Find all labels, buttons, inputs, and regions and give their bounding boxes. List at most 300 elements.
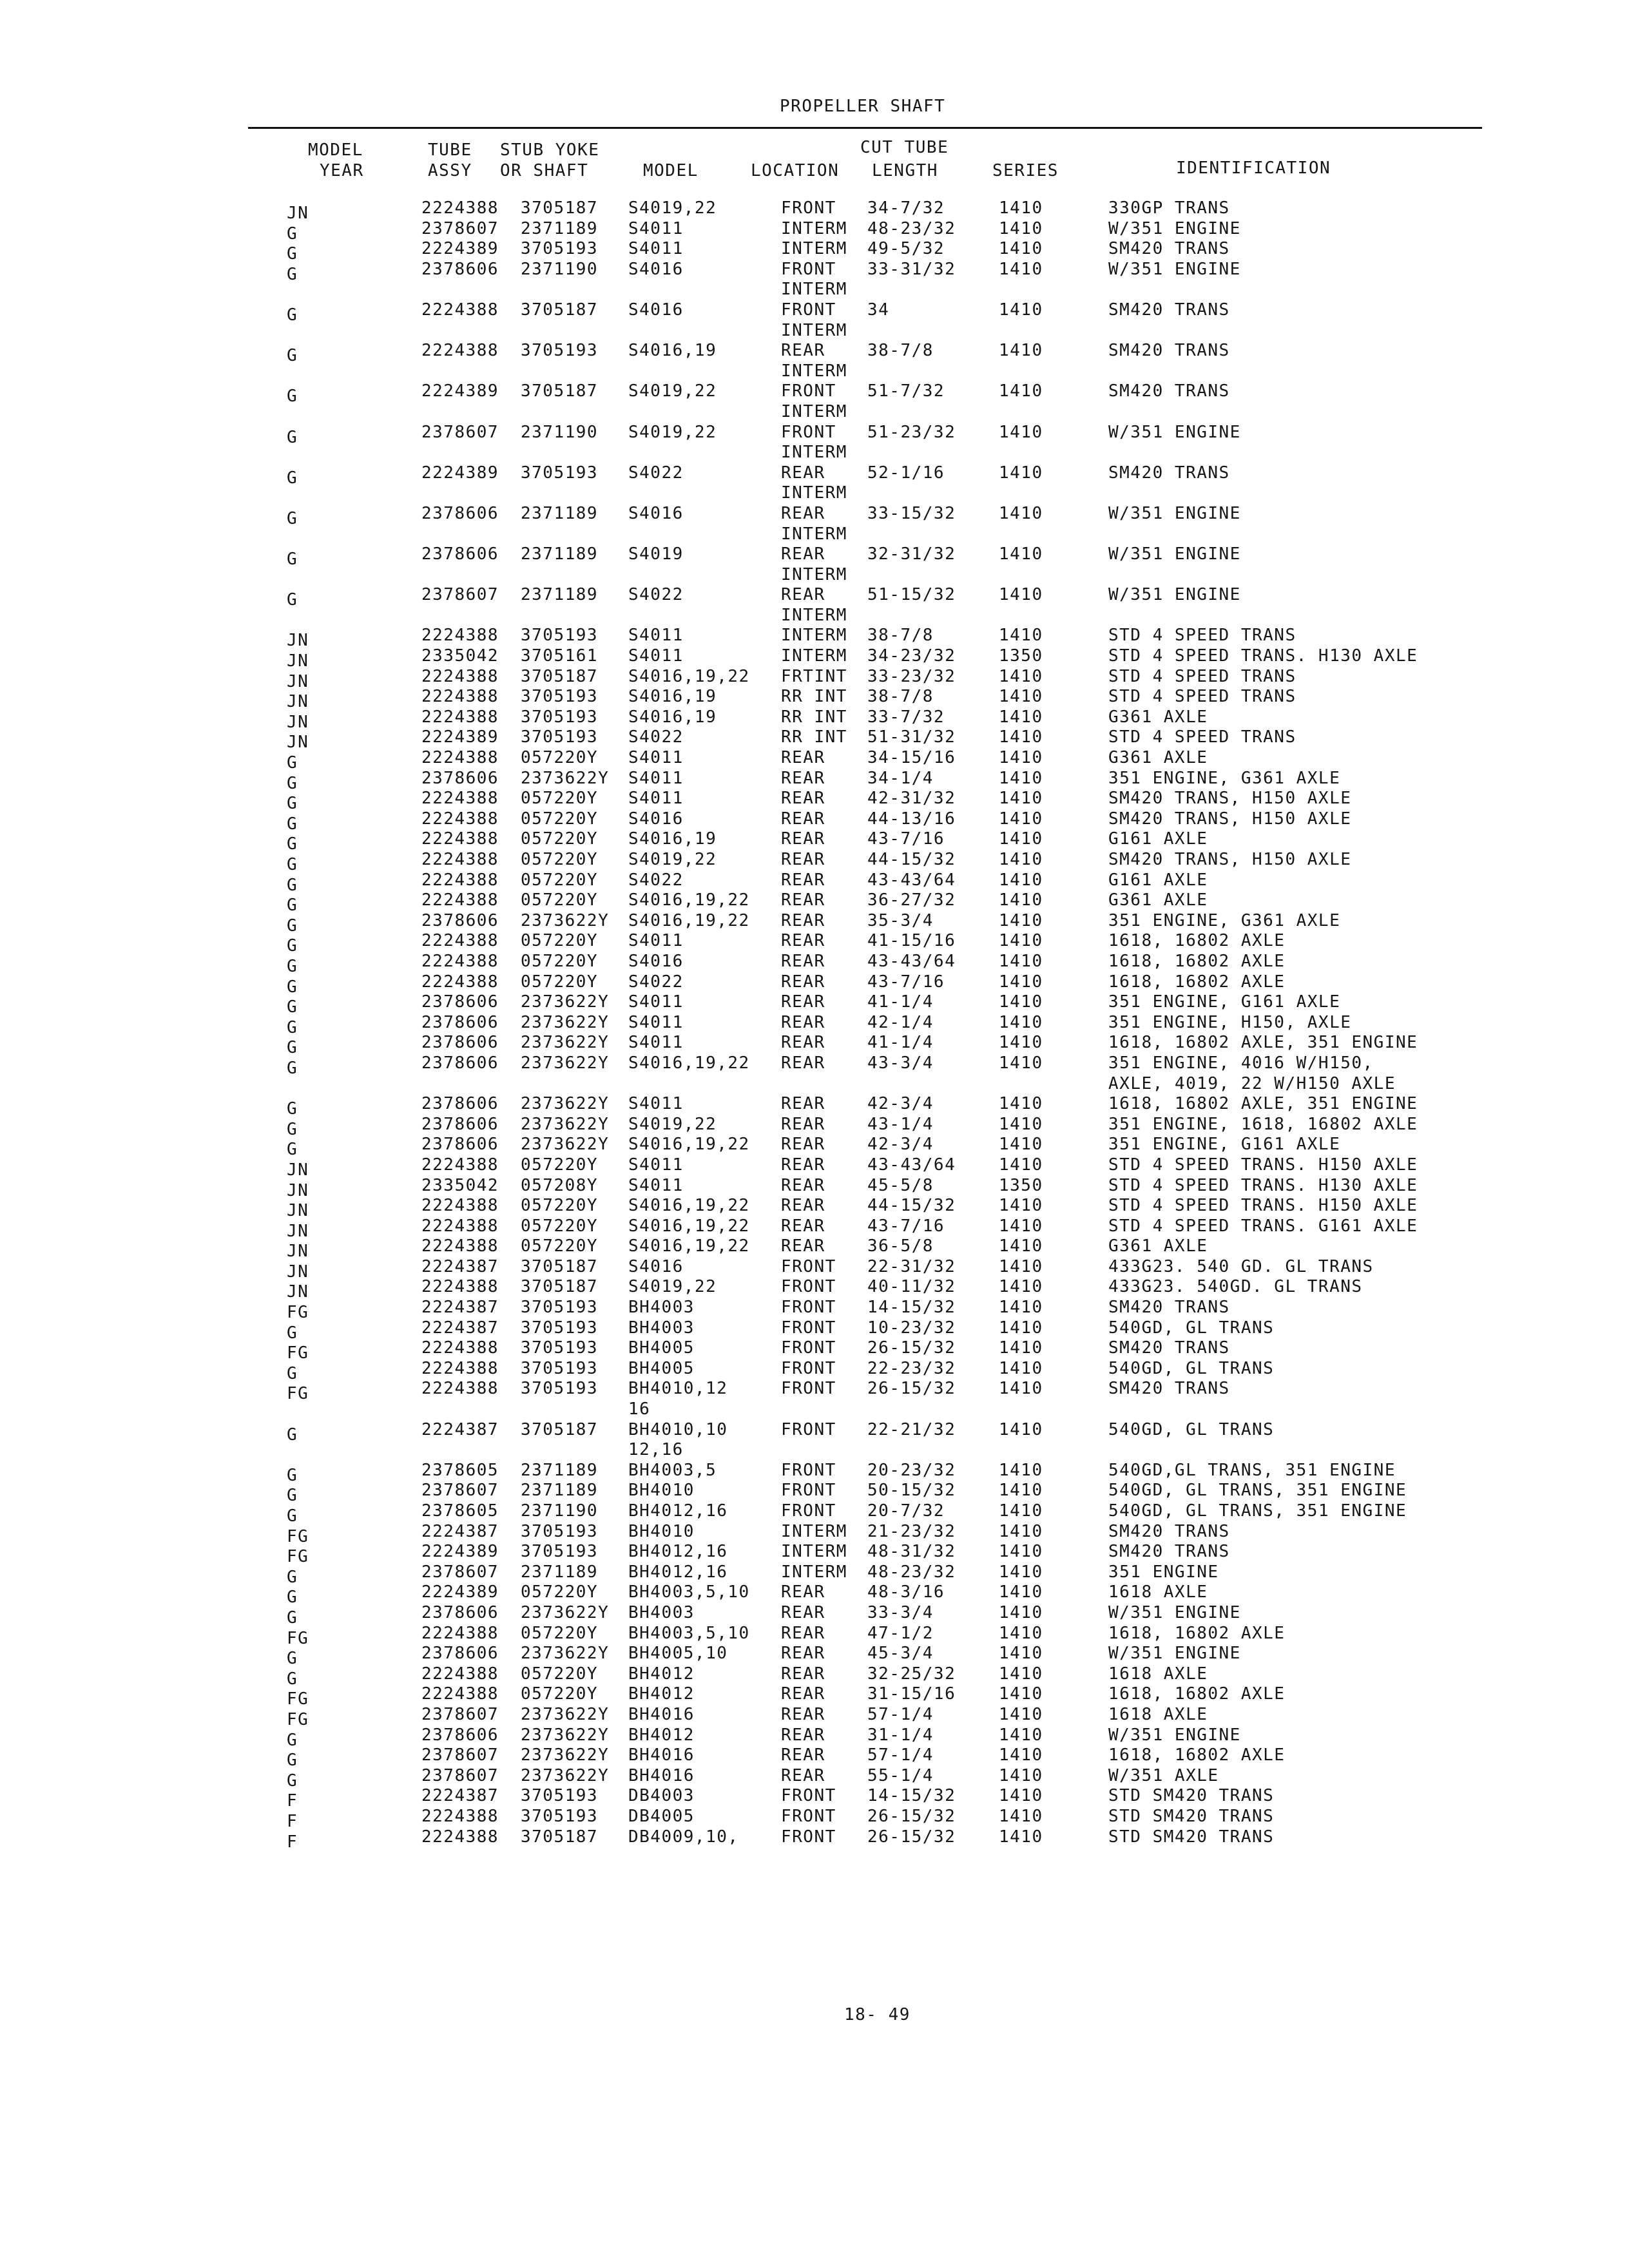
- cell-identification: 1618, 16802 AXLE: [1108, 1745, 1286, 1765]
- cell-series: 1410: [999, 931, 1043, 951]
- cell-identification: STD 4 SPEED TRANS: [1108, 687, 1296, 707]
- cell-tube-assy: 2224387: [421, 1786, 499, 1806]
- table-row: [0, 1338, 1629, 1363]
- table-row: [0, 687, 1629, 712]
- header-identification: IDENTIFICATION: [1176, 159, 1331, 178]
- cell-cut-length: 43-43/64: [867, 1155, 956, 1175]
- table-row: [0, 1684, 1629, 1709]
- table-row: [0, 463, 1629, 488]
- cell-tube-assy: 2224388: [421, 687, 499, 707]
- cell-model-year: G: [287, 855, 298, 874]
- cell-stub-yoke: 057220Y: [521, 1216, 599, 1236]
- cell-series: 1410: [999, 300, 1043, 320]
- cell-model-year: G: [287, 956, 298, 976]
- cell-identification: 1618, 16802 AXLE, 351 ENGINE: [1108, 1033, 1418, 1053]
- cell-location: FRONT: [781, 300, 836, 320]
- cell-stub-yoke: 057220Y: [521, 748, 599, 768]
- cell-identification: W/351 ENGINE: [1108, 422, 1241, 442]
- cell-model-year: G: [287, 1751, 298, 1771]
- table-row: [0, 1582, 1629, 1608]
- table-row: [0, 748, 1629, 773]
- cell-cut-length: 32-25/32: [867, 1664, 956, 1684]
- cell-model: S4016,19: [628, 829, 717, 849]
- cell-tube-assy: 2224387: [421, 1298, 499, 1318]
- cell-model: S4011: [628, 1175, 684, 1195]
- cell-identification: SM420 TRANS, H150 AXLE: [1108, 809, 1352, 829]
- cell-cut-length: 33-7/32: [867, 707, 945, 727]
- cell-series: 1410: [999, 218, 1043, 238]
- cell-stub-yoke: 2373622Y: [521, 1094, 610, 1114]
- cell-tube-assy: 2378606: [421, 910, 499, 930]
- page-number: 18- 49: [844, 2005, 911, 2024]
- cell-model: BH4010,10: [628, 1419, 728, 1439]
- cell-identification: SM420 TRANS: [1108, 300, 1230, 320]
- cell-identification: 1618, 16802 AXLE: [1108, 972, 1286, 992]
- cell-series: 1410: [999, 544, 1043, 564]
- cell-tube-assy: 2378606: [421, 1094, 499, 1114]
- table-row: [0, 809, 1629, 834]
- cell-model: BH4010,12: [628, 1379, 728, 1399]
- cell-stub-yoke: 2373622Y: [521, 1704, 610, 1724]
- cell-model: BH4005: [628, 1338, 695, 1358]
- cell-model: S4016,19,22: [628, 666, 750, 686]
- cell-cut-length: 41-1/4: [867, 992, 934, 1012]
- cell-location: REAR: [781, 972, 825, 992]
- table-row: [0, 1358, 1629, 1383]
- cell-tube-assy: 2335042: [421, 646, 499, 666]
- cell-series: 1410: [999, 503, 1043, 523]
- cell-series: 1410: [999, 1298, 1043, 1318]
- cell-series: 1410: [999, 789, 1043, 809]
- cell-cut-length: 33-3/4: [867, 1602, 934, 1622]
- cell-model-year: G: [287, 550, 298, 570]
- cell-location: FRONT: [781, 1318, 836, 1338]
- cell-series: 1350: [999, 1175, 1043, 1195]
- cell-stub-yoke: 057220Y: [521, 829, 599, 849]
- cell-identification: 540GD, GL TRANS: [1108, 1419, 1275, 1439]
- cell-tube-assy: 2378605: [421, 1460, 499, 1480]
- cell-model-year: G: [287, 997, 298, 1017]
- table-row: [0, 1745, 1629, 1771]
- cell-location: INTERM: [781, 1542, 847, 1562]
- cell-model: S4019,22: [628, 422, 717, 442]
- header-model: MODEL: [643, 161, 699, 180]
- cell-stub-yoke: 057220Y: [521, 809, 599, 829]
- cell-cut-length: 38-7/8: [867, 687, 934, 707]
- cell-series: 1410: [999, 1562, 1043, 1582]
- cell-location: FRONT: [781, 1827, 836, 1847]
- cell-model-year: G: [287, 427, 298, 447]
- cell-series: 1410: [999, 951, 1043, 971]
- cell-tube-assy: 2378607: [421, 1765, 499, 1785]
- cell-model: BH4012: [628, 1684, 695, 1704]
- table-row: [0, 1786, 1629, 1811]
- cell-location: REAR: [781, 850, 825, 869]
- cell-model-year: FG: [287, 1303, 309, 1323]
- cell-identification: 1618 AXLE: [1108, 1704, 1208, 1724]
- cell-model: BH4012,16: [628, 1501, 728, 1521]
- cell-stub-yoke: 3705193: [521, 1786, 599, 1806]
- cell-location: FRONT: [781, 1277, 836, 1297]
- table-row: [0, 1216, 1629, 1241]
- cell-identification: 1618, 16802 AXLE, 351 ENGINE: [1108, 1094, 1418, 1114]
- cell-model: BH4003: [628, 1298, 695, 1318]
- cell-identification: SM420 TRANS: [1108, 1542, 1230, 1562]
- cell-stub-yoke: 057220Y: [521, 1684, 599, 1704]
- cell-cut-length: 14-15/32: [867, 1298, 956, 1318]
- cell-model-year: G: [287, 916, 298, 936]
- cell-identification: SM420 TRANS: [1108, 1521, 1230, 1541]
- cell-cut-length: 26-15/32: [867, 1338, 956, 1358]
- cell-stub-yoke: 2373622Y: [521, 992, 610, 1012]
- cell-model: S4016: [628, 300, 684, 320]
- cell-stub-yoke: 3705193: [521, 626, 599, 646]
- cell-cut-length: 38-7/8: [867, 626, 934, 646]
- cell-location: REAR: [781, 768, 825, 788]
- cell-location: REAR: [781, 951, 825, 971]
- cell-model-year: G: [287, 468, 298, 488]
- cell-model-year: G: [287, 1608, 298, 1628]
- cell-cut-length: 34-1/4: [867, 768, 934, 788]
- cell-tube-assy: 2224388: [421, 951, 499, 971]
- cell-model-year: G: [287, 387, 298, 407]
- cell-cut-length: 45-3/4: [867, 1644, 934, 1664]
- cell-model: S4011: [628, 931, 684, 951]
- cell-model-year: G: [287, 305, 298, 325]
- cell-series: 1410: [999, 1602, 1043, 1622]
- table-row: [0, 707, 1629, 732]
- table-row: [0, 768, 1629, 793]
- cell-series: 1410: [999, 1827, 1043, 1847]
- cell-model: S4016,19: [628, 707, 717, 727]
- table-row: [0, 443, 1629, 463]
- cell-cut-length: 20-7/32: [867, 1501, 945, 1521]
- cell-identification: 351 ENGINE, G161 AXLE: [1108, 1135, 1341, 1155]
- cell-cut-length: 22-21/32: [867, 1419, 956, 1439]
- cell-model: S4016,19: [628, 341, 717, 361]
- cell-tube-assy: 2378606: [421, 992, 499, 1012]
- cell-tube-assy: 2378607: [421, 1745, 499, 1765]
- cell-tube-assy: 2224388: [421, 1338, 499, 1358]
- cell-tube-assy: 2224388: [421, 300, 499, 320]
- cell-location: FRONT: [781, 1501, 836, 1521]
- cell-stub-yoke: 2373622Y: [521, 1012, 610, 1032]
- table-row: [0, 483, 1629, 504]
- cell-model: S4022: [628, 727, 684, 747]
- cell-model-year: G: [287, 1058, 298, 1078]
- table-row: [0, 218, 1629, 244]
- cell-series: 1410: [999, 259, 1043, 279]
- cell-series: 1410: [999, 1338, 1043, 1358]
- cell-cut-length: 43-43/64: [867, 951, 956, 971]
- cell-stub-yoke: 3705187: [521, 381, 599, 401]
- cell-model-year: JN: [287, 1282, 309, 1302]
- cell-tube-assy: 2378606: [421, 1602, 499, 1622]
- cell-location: REAR: [781, 870, 825, 890]
- cell-model-year: JN: [287, 671, 309, 691]
- cell-identification: 1618, 16802 AXLE: [1108, 951, 1286, 971]
- cell-identification: G361 AXLE: [1108, 748, 1208, 768]
- cell-model-year: G: [287, 753, 298, 773]
- cell-stub-yoke: 2373622Y: [521, 910, 610, 930]
- cell-series: 1410: [999, 1379, 1043, 1399]
- cell-cut-length: 42-3/4: [867, 1094, 934, 1114]
- cell-stub-yoke: 2373622Y: [521, 1033, 610, 1053]
- cell-cut-length: 21-23/32: [867, 1521, 956, 1541]
- cell-location: REAR: [781, 992, 825, 1012]
- cell-series: 1410: [999, 809, 1043, 829]
- cell-location: INTERM: [781, 646, 847, 666]
- cell-stub-yoke: 057208Y: [521, 1175, 599, 1195]
- cell-model-year: JN: [287, 1180, 309, 1200]
- cell-series: 1410: [999, 422, 1043, 442]
- cell-model: BH4003: [628, 1602, 695, 1622]
- cell-stub-yoke: 3705187: [521, 198, 599, 218]
- cell-model: S4019,22: [628, 198, 717, 218]
- header-stub-1: STUB YOKE: [500, 140, 600, 160]
- cell-tube-assy: 2378606: [421, 544, 499, 564]
- cell-location: REAR: [781, 1664, 825, 1684]
- cell-model: S4016: [628, 503, 684, 523]
- cell-tube-assy: 2224387: [421, 1521, 499, 1541]
- cell-location: REAR: [781, 1012, 825, 1032]
- cell-location: FRONT: [781, 198, 836, 218]
- cell-model: BH4003,5,10: [628, 1582, 750, 1602]
- cell-series: 1410: [999, 1216, 1043, 1236]
- table-row: [0, 1623, 1629, 1648]
- header-cut-tube-2: LENGTH: [872, 161, 938, 180]
- cell-model: S4019,22: [628, 381, 717, 401]
- header-model-year-2: YEAR: [320, 161, 364, 180]
- cell-model: BH4016: [628, 1704, 695, 1724]
- cell-location: REAR: [781, 1582, 825, 1602]
- cell-identification: 1618, 16802 AXLE: [1108, 1684, 1286, 1704]
- table-row: [0, 1440, 1629, 1461]
- table-row: [0, 1704, 1629, 1729]
- cell-location: INTERM: [781, 626, 847, 646]
- cell-identification: STD SM420 TRANS: [1108, 1827, 1275, 1847]
- cell-tube-assy: 2224387: [421, 1419, 499, 1439]
- table-row: [0, 1521, 1629, 1546]
- table-row: [0, 1135, 1629, 1160]
- table-row: [0, 1765, 1629, 1791]
- cell-cut-length: 36-5/8: [867, 1236, 934, 1256]
- cell-model-year: G: [287, 1649, 298, 1669]
- cell-model: S4011: [628, 626, 684, 646]
- table-row: [0, 524, 1629, 545]
- cell-model-year: JN: [287, 692, 309, 712]
- cell-tube-assy: 2378607: [421, 1481, 499, 1501]
- cell-model-year: FG: [287, 1526, 309, 1546]
- cell-stub-yoke: 2373622Y: [521, 1114, 610, 1134]
- cell-model: BH4003,5,10: [628, 1623, 750, 1643]
- table-row: [0, 402, 1629, 423]
- cell-identification: W/351 ENGINE: [1108, 218, 1241, 238]
- cell-tube-assy: 2378606: [421, 1033, 499, 1053]
- cell-model: S4016,19,22: [628, 1196, 750, 1216]
- cell-tube-assy: 2378606: [421, 1012, 499, 1032]
- cell-series: 1410: [999, 1704, 1043, 1724]
- cell-tube-assy: 2378606: [421, 1135, 499, 1155]
- cell-model-year: G: [287, 773, 298, 793]
- cell-location: INTERM: [781, 320, 847, 340]
- cell-tube-assy: 2378606: [421, 1725, 499, 1745]
- cell-cut-length: 33-31/32: [867, 259, 956, 279]
- cell-location: FRONT: [781, 1481, 836, 1501]
- cell-stub-yoke: 057220Y: [521, 1196, 599, 1216]
- cell-location: INTERM: [781, 524, 847, 544]
- cell-location: REAR: [781, 809, 825, 829]
- cell-model: S4016,19: [628, 687, 717, 707]
- cell-identification: 540GD, GL TRANS, 351 ENGINE: [1108, 1481, 1407, 1501]
- cell-location: RR INT: [781, 687, 847, 707]
- cell-location: FRONT: [781, 1338, 836, 1358]
- table-row: [0, 1602, 1629, 1628]
- cell-location: REAR: [781, 931, 825, 951]
- cell-series: 1410: [999, 1786, 1043, 1806]
- cell-location: REAR: [781, 1053, 825, 1073]
- cell-identification: 540GD, GL TRANS: [1108, 1318, 1275, 1338]
- table-row: [0, 992, 1629, 1017]
- cell-stub-yoke: 057220Y: [521, 789, 599, 809]
- page-title: PROPELLER SHAFT: [780, 97, 946, 116]
- cell-tube-assy: 2224388: [421, 789, 499, 809]
- cell-identification: SM420 TRANS: [1108, 341, 1230, 361]
- cell-cut-length: 48-31/32: [867, 1542, 956, 1562]
- cell-stub-yoke: 2371189: [521, 503, 599, 523]
- table-row: [0, 1175, 1629, 1200]
- cell-model: S4016,19,22: [628, 1053, 750, 1073]
- cell-series: 1410: [999, 1501, 1043, 1521]
- cell-model: S4016: [628, 809, 684, 829]
- cell-model-year: G: [287, 1486, 298, 1506]
- cell-identification: G161 AXLE: [1108, 870, 1208, 890]
- cell-location: INTERM: [781, 443, 847, 463]
- cell-location: INTERM: [781, 483, 847, 503]
- cell-identification: 433G23. 540 GD. GL TRANS: [1108, 1256, 1374, 1276]
- cell-model: S4011: [628, 1012, 684, 1032]
- cell-cut-length: 51-23/32: [867, 422, 956, 442]
- cell-location: FRONT: [781, 1298, 836, 1318]
- cell-stub-yoke: 2371190: [521, 422, 599, 442]
- cell-series: 1410: [999, 687, 1043, 707]
- cell-identification: G361 AXLE: [1108, 707, 1208, 727]
- cell-identification: 351 ENGINE, H150, AXLE: [1108, 1012, 1352, 1032]
- table-row: [0, 1725, 1629, 1750]
- cell-model: BH4012,16: [628, 1562, 728, 1582]
- cell-series: 1410: [999, 1684, 1043, 1704]
- cell-location: REAR: [781, 1155, 825, 1175]
- cell-location: REAR: [781, 748, 825, 768]
- cell-identification: 351 ENGINE, G361 AXLE: [1108, 768, 1341, 788]
- cell-tube-assy: 2224388: [421, 748, 499, 768]
- cell-tube-assy: 2224388: [421, 1155, 499, 1175]
- cell-identification: SM420 TRANS: [1108, 463, 1230, 483]
- cell-series: 1410: [999, 707, 1043, 727]
- cell-tube-assy: 2224388: [421, 341, 499, 361]
- cell-stub-yoke: 2371189: [521, 544, 599, 564]
- cell-stub-yoke: 3705187: [521, 1256, 599, 1276]
- cell-cut-length: 55-1/4: [867, 1765, 934, 1785]
- cell-model: BH4005,10: [628, 1644, 728, 1664]
- cell-tube-assy: 2378606: [421, 1053, 499, 1073]
- cell-location: REAR: [781, 1704, 825, 1724]
- cell-model: S4011: [628, 1094, 684, 1114]
- cell-series: 1410: [999, 626, 1043, 646]
- cell-cut-length: 43-7/16: [867, 1216, 945, 1236]
- cell-identification: W/351 ENGINE: [1108, 503, 1241, 523]
- cell-tube-assy: 2224388: [421, 809, 499, 829]
- cell-cut-length: 51-7/32: [867, 381, 945, 401]
- cell-stub-yoke: 057220Y: [521, 1236, 599, 1256]
- cell-model-year: G: [287, 1363, 298, 1383]
- cell-location: REAR: [781, 1094, 825, 1114]
- table-row: [0, 259, 1629, 284]
- table-row: [0, 1012, 1629, 1037]
- cell-location: REAR: [781, 1725, 825, 1745]
- cell-location: REAR: [781, 1644, 825, 1664]
- cell-tube-assy: 2224388: [421, 1358, 499, 1378]
- cell-series: 1410: [999, 198, 1043, 218]
- cell-stub-yoke: 3705193: [521, 1379, 599, 1399]
- cell-cut-length: 38-7/8: [867, 341, 934, 361]
- cell-identification: STD 4 SPEED TRANS. H130 AXLE: [1108, 1175, 1418, 1195]
- table-row: [0, 890, 1629, 916]
- cell-tube-assy: 2378607: [421, 1562, 499, 1582]
- cell-cut-length: 51-31/32: [867, 727, 956, 747]
- cell-model: DB4005: [628, 1806, 695, 1826]
- cell-model: BH4012: [628, 1725, 695, 1745]
- cell-identification: STD SM420 TRANS: [1108, 1786, 1275, 1806]
- table-row: [0, 1542, 1629, 1567]
- cell-location: INTERM: [781, 605, 847, 625]
- cell-stub-yoke: 3705193: [521, 463, 599, 483]
- cell-stub-yoke: 2371190: [521, 1501, 599, 1521]
- cell-tube-assy: 2378605: [421, 1501, 499, 1521]
- cell-series: 1410: [999, 1664, 1043, 1684]
- cell-identification: W/351 ENGINE: [1108, 259, 1241, 279]
- cell-location: FRONT: [781, 381, 836, 401]
- cell-cut-length: 31-1/4: [867, 1725, 934, 1745]
- cell-identification: 433G23. 540GD. GL TRANS: [1108, 1277, 1363, 1297]
- cell-cut-length: 42-31/32: [867, 789, 956, 809]
- cell-identification: STD 4 SPEED TRANS: [1108, 666, 1296, 686]
- cell-cut-length: 40-11/32: [867, 1277, 956, 1297]
- table-row: [0, 606, 1629, 626]
- table-row: [0, 1114, 1629, 1139]
- cell-tube-assy: 2378606: [421, 259, 499, 279]
- table-row: [0, 1155, 1629, 1180]
- cell-tube-assy: 2224388: [421, 972, 499, 992]
- cell-identification: AXLE, 4019, 22 W/H150 AXLE: [1108, 1073, 1396, 1093]
- cell-series: 1410: [999, 1155, 1043, 1175]
- cell-stub-yoke: 057220Y: [521, 850, 599, 869]
- cell-identification: STD 4 SPEED TRANS. H150 AXLE: [1108, 1196, 1418, 1216]
- cell-cut-length: 34-23/32: [867, 646, 956, 666]
- cell-model-year: G: [287, 794, 298, 814]
- cell-model: S4019,22: [628, 1277, 717, 1297]
- cell-tube-assy: 2224388: [421, 1277, 499, 1297]
- cell-model: BH4010: [628, 1481, 695, 1501]
- cell-identification: 1618 AXLE: [1108, 1664, 1208, 1684]
- cell-stub-yoke: 2373622Y: [521, 1053, 610, 1073]
- cell-location: REAR: [781, 910, 825, 930]
- cell-identification: W/351 AXLE: [1108, 1765, 1219, 1785]
- cell-model-year: G: [287, 264, 298, 284]
- cell-identification: G361 AXLE: [1108, 890, 1208, 910]
- table-row: [0, 1033, 1629, 1058]
- cell-cut-length: 42-1/4: [867, 1012, 934, 1032]
